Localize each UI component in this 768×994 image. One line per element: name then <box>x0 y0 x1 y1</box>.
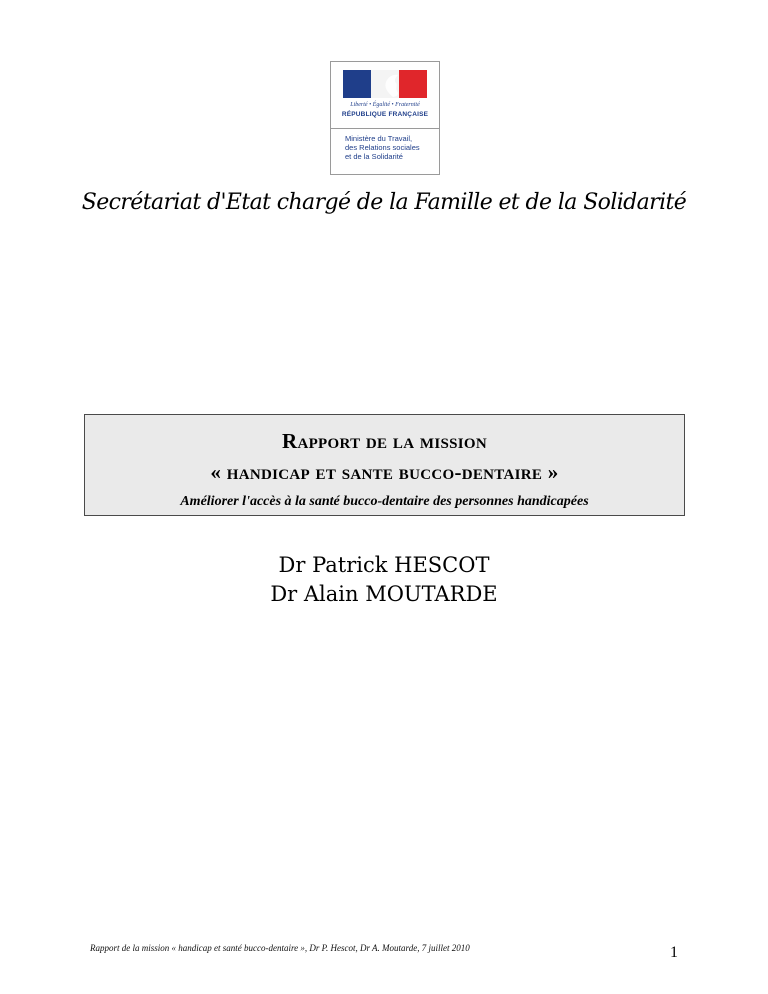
marianne-profile-icon <box>343 70 427 98</box>
ministry-logo <box>330 61 440 175</box>
republic-motto: Liberté • Égalité • Fraternité <box>350 102 420 108</box>
ministry-name: Ministère du Travail, des Relations sociales et de la Solidarité <box>345 134 420 161</box>
page-footer: Rapport de la mission « handicap et santé bucco-dentaire », Dr P. Hescot, Dr A. Moutarde, 7 juillet 2010 <box>90 943 470 953</box>
republic-name: RÉPUBLIQUE FRANÇAISE <box>341 111 429 118</box>
mission-subject: « handicap et sante bucco-dentaire » <box>210 460 559 484</box>
author-name: Dr Alain MOUTARDE <box>270 582 498 606</box>
page-number: 1 <box>670 944 678 961</box>
mission-subtitle: Améliorer l'accès à la santé bucco-dentaire des personnes handicapées <box>180 494 589 509</box>
republic-emblem <box>331 62 439 129</box>
author-name: Dr Patrick HESCOT <box>278 553 490 577</box>
secretariat-heading: Secrétariat d'Etat chargé de la Famille et de la Solidarité <box>81 190 687 215</box>
mission-title-box <box>84 414 685 516</box>
mission-title: Rapport de la mission <box>281 429 488 453</box>
